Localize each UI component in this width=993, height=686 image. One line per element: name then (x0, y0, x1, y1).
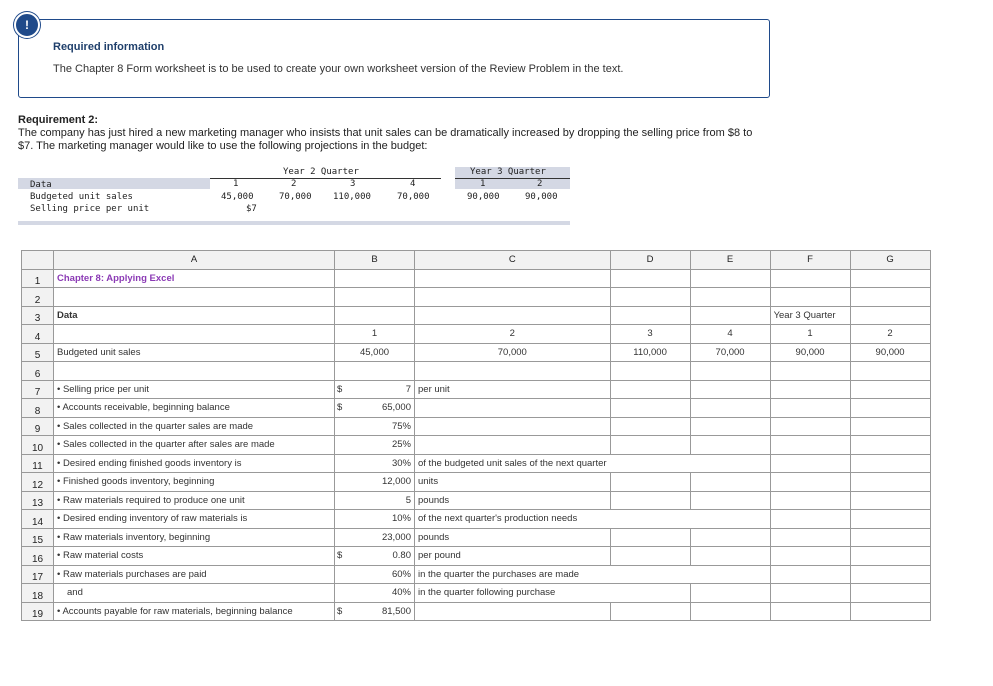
sales-q4: 70,000 (397, 192, 430, 202)
row-header[interactable]: 7 (22, 380, 54, 399)
cell[interactable] (415, 306, 611, 325)
price-label: Selling price per unit (30, 204, 150, 214)
quarter-cell[interactable]: 4 (690, 325, 770, 344)
sales-label: Budgeted unit sales (30, 192, 133, 202)
item-note-cell[interactable]: of the next quarter's production needs (415, 510, 611, 529)
cell[interactable] (690, 602, 770, 621)
row-header[interactable]: 3 (22, 306, 54, 325)
col-header-f[interactable]: F (770, 251, 850, 270)
cell[interactable] (770, 584, 850, 603)
cell[interactable] (770, 288, 850, 307)
row-header[interactable]: 10 (22, 436, 54, 455)
cell[interactable] (770, 473, 850, 492)
row-header[interactable]: 18 (22, 584, 54, 603)
row-header[interactable]: 17 (22, 565, 54, 584)
row-header[interactable]: 8 (22, 399, 54, 418)
cell[interactable] (690, 288, 770, 307)
item-value-cell[interactable] (335, 602, 415, 621)
item-label-cell[interactable]: • Finished goods inventory, beginning (54, 473, 335, 492)
dollar-sign: $ (337, 383, 343, 395)
cell[interactable] (610, 473, 690, 492)
cell[interactable] (54, 325, 335, 344)
row-header[interactable]: 2 (22, 288, 54, 307)
quarter-cell[interactable]: 2 (850, 325, 930, 344)
row-header[interactable]: 1 (22, 269, 54, 288)
cell[interactable] (335, 362, 415, 381)
cell[interactable] (610, 510, 690, 529)
cell[interactable] (415, 362, 611, 381)
item-note-cell[interactable]: pounds (415, 528, 611, 547)
cell[interactable] (850, 399, 930, 418)
item-note-cell[interactable]: per pound (415, 547, 611, 566)
projection-data-panel (18, 167, 570, 225)
row-header[interactable]: 15 (22, 528, 54, 547)
item-note-cell[interactable]: in the quarter the purchases are made (415, 565, 611, 584)
item-label-cell[interactable]: • Accounts payable for raw materials, beginning balance (54, 602, 335, 621)
cell[interactable] (335, 269, 415, 288)
sales-q3: 110,000 (333, 192, 371, 202)
quarter-y3-1: 1 (480, 179, 486, 189)
cell[interactable] (850, 454, 930, 473)
col-header-c[interactable]: C (415, 251, 611, 270)
cell[interactable] (690, 362, 770, 381)
alert-icon: ! (14, 12, 40, 38)
item-label-cell[interactable]: • Raw material costs (54, 547, 335, 566)
cell[interactable] (690, 473, 770, 492)
item-label-cell[interactable]: • Sales collected in the quarter sales are made (54, 417, 335, 436)
budgeted-sales-cell[interactable]: 90,000 (770, 343, 850, 362)
col-header-e[interactable]: E (690, 251, 770, 270)
row-header[interactable]: 13 (22, 491, 54, 510)
quarter-1: 1 (233, 179, 239, 189)
item-value-cell[interactable] (335, 399, 415, 418)
info-title: Required information (53, 41, 165, 53)
item-value-cell[interactable]: 5 (335, 491, 415, 510)
cell[interactable] (850, 436, 930, 455)
cell[interactable] (610, 602, 690, 621)
dollar-sign: $ (337, 605, 343, 617)
budgeted-sales-cell[interactable]: 45,000 (335, 343, 415, 362)
sales-q1: 45,000 (221, 192, 254, 202)
cell[interactable] (415, 399, 611, 418)
data-label-cell[interactable]: Data (54, 306, 335, 325)
item-value-cell[interactable]: 12,000 (335, 473, 415, 492)
item-label-cell[interactable]: • Desired ending inventory of raw materials is (54, 510, 335, 529)
item-value-cell[interactable]: 75% (335, 417, 415, 436)
item-label-cell[interactable]: • Desired ending finished goods inventory is (54, 454, 335, 473)
item-label-cell[interactable]: • Raw materials inventory, beginning (54, 528, 335, 547)
cell[interactable] (850, 380, 930, 399)
cell[interactable] (610, 491, 690, 510)
row-header[interactable]: 19 (22, 602, 54, 621)
cell[interactable] (610, 417, 690, 436)
item-value-cell[interactable] (335, 547, 415, 566)
item-note-cell[interactable]: of the budgeted unit sales of the next quarter (415, 454, 611, 473)
item-value-cell[interactable] (335, 380, 415, 399)
cell[interactable] (415, 288, 611, 307)
row-header[interactable]: 9 (22, 417, 54, 436)
quarter-3: 3 (350, 179, 356, 189)
row-header[interactable]: 11 (22, 454, 54, 473)
cell[interactable] (770, 528, 850, 547)
quarter-y3-2: 2 (537, 179, 543, 189)
row-header[interactable]: 12 (22, 473, 54, 492)
item-note-cell[interactable]: pounds (415, 491, 611, 510)
item-value: 0.80 (392, 550, 411, 562)
item-value: 65,000 (381, 402, 411, 414)
item-note-cell[interactable]: in the quarter following purchase (415, 584, 611, 603)
item-value-cell[interactable]: 25% (335, 436, 415, 455)
cell[interactable] (690, 454, 770, 473)
cell[interactable] (610, 436, 690, 455)
item-label-cell[interactable]: • Selling price per unit (54, 380, 335, 399)
item-label-cell[interactable]: • Sales collected in the quarter after sales are made (54, 436, 335, 455)
cell[interactable] (690, 510, 770, 529)
sales-q2: 70,000 (279, 192, 312, 202)
cell[interactable] (770, 362, 850, 381)
cell[interactable] (770, 399, 850, 418)
quarter-2: 2 (291, 179, 297, 189)
cell[interactable] (850, 362, 930, 381)
item-label-cell[interactable]: • Raw materials purchases are paid (54, 565, 335, 584)
cell[interactable] (54, 288, 335, 307)
budgeted-sales-cell[interactable]: 110,000 (610, 343, 690, 362)
info-text: The Chapter 8 Form worksheet is to be used to create your own worksheet version of the Review Problem in the text. (53, 63, 624, 75)
row-header[interactable]: 16 (22, 547, 54, 566)
quarter-4: 4 (410, 179, 416, 189)
item-value-cell[interactable]: 10% (335, 510, 415, 529)
cell[interactable] (850, 602, 930, 621)
cell[interactable] (690, 491, 770, 510)
item-value-cell[interactable]: 60% (335, 565, 415, 584)
corner-cell[interactable] (22, 251, 54, 270)
cell[interactable] (850, 547, 930, 566)
cell[interactable] (770, 510, 850, 529)
cell[interactable] (610, 399, 690, 418)
required-info-box (18, 19, 770, 98)
budgeted-sales-cell[interactable]: 70,000 (415, 343, 611, 362)
cell[interactable] (335, 306, 415, 325)
cell[interactable] (690, 269, 770, 288)
cell[interactable] (610, 362, 690, 381)
cell[interactable] (770, 454, 850, 473)
cell[interactable] (690, 380, 770, 399)
cell[interactable] (54, 362, 335, 381)
budgeted-sales-label[interactable]: Budgeted unit sales (54, 343, 335, 362)
cell[interactable] (850, 269, 930, 288)
cell[interactable] (690, 547, 770, 566)
cell[interactable] (415, 436, 611, 455)
sales-y3-q2: 90,000 (525, 192, 558, 202)
cell[interactable] (610, 380, 690, 399)
sheet-title-cell[interactable]: Chapter 8: Applying Excel (54, 269, 335, 288)
cell[interactable] (690, 528, 770, 547)
cell[interactable] (335, 288, 415, 307)
cell[interactable] (610, 454, 690, 473)
cell[interactable] (610, 269, 690, 288)
cell[interactable] (415, 417, 611, 436)
item-note-cell[interactable]: units (415, 473, 611, 492)
cell[interactable] (690, 306, 770, 325)
cell[interactable] (850, 584, 930, 603)
cell[interactable] (415, 602, 611, 621)
cell[interactable] (770, 547, 850, 566)
item-value: 81,500 (381, 605, 411, 617)
cell[interactable] (610, 306, 690, 325)
cell[interactable] (690, 417, 770, 436)
item-value-cell[interactable]: 40% (335, 584, 415, 603)
spreadsheet (21, 250, 931, 621)
budgeted-sales-cell[interactable]: 70,000 (690, 343, 770, 362)
quarter-cell[interactable]: 1 (335, 325, 415, 344)
cell[interactable] (770, 380, 850, 399)
data-label: Data (30, 180, 52, 190)
year3-quarter-cell[interactable]: Year 3 Quarter (770, 306, 850, 325)
cell[interactable] (690, 399, 770, 418)
year2-header: Year 2 Quarter (283, 167, 359, 177)
item-label-cell[interactable]: • Accounts receivable, beginning balance (54, 399, 335, 418)
cell[interactable] (610, 565, 690, 584)
cell[interactable] (770, 417, 850, 436)
cell[interactable] (850, 288, 930, 307)
row-header[interactable]: 14 (22, 510, 54, 529)
col-header-d[interactable]: D (610, 251, 690, 270)
quarter-cell[interactable]: 2 (415, 325, 611, 344)
cell[interactable] (850, 417, 930, 436)
row-header[interactable]: 6 (22, 362, 54, 381)
cell[interactable] (770, 269, 850, 288)
cell[interactable] (850, 565, 930, 584)
row-header[interactable]: 5 (22, 343, 54, 362)
cell[interactable] (690, 436, 770, 455)
row-header[interactable]: 4 (22, 325, 54, 344)
sales-y3-q1: 90,000 (467, 192, 500, 202)
cell[interactable] (850, 510, 930, 529)
item-value: 7 (405, 383, 411, 395)
col-header-b[interactable]: B (335, 251, 415, 270)
cell[interactable] (415, 269, 611, 288)
dollar-sign: $ (337, 550, 343, 562)
cell[interactable] (850, 528, 930, 547)
cell[interactable] (610, 547, 690, 566)
requirement-title: Requirement 2: (18, 114, 99, 126)
item-value-cell[interactable]: 30% (335, 454, 415, 473)
cell[interactable] (690, 584, 770, 603)
item-label-cell[interactable]: • Raw materials required to produce one unit (54, 491, 335, 510)
cell[interactable] (770, 491, 850, 510)
cell[interactable] (770, 602, 850, 621)
dollar-sign: $ (337, 402, 343, 414)
item-value-cell[interactable]: 23,000 (335, 528, 415, 547)
item-note-cell[interactable]: per unit (415, 380, 611, 399)
cell[interactable] (850, 306, 930, 325)
quarter-cell[interactable]: 3 (610, 325, 690, 344)
cell[interactable] (770, 436, 850, 455)
requirement-text: The company has just hired a new marketing manager who insists that unit sales can be dramatically increased by dropping the selling price from $8 to $7. The marketing manager would like to use the following projections in the budget: (18, 127, 753, 152)
col-header-a[interactable]: A (54, 251, 335, 270)
col-header-g[interactable]: G (850, 251, 930, 270)
quarter-cell[interactable]: 1 (770, 325, 850, 344)
cell[interactable] (610, 528, 690, 547)
year3-header: Year 3 Quarter (470, 167, 546, 177)
cell[interactable] (770, 565, 850, 584)
item-label-cell[interactable]: and (54, 584, 335, 603)
budgeted-sales-cell[interactable]: 90,000 (850, 343, 930, 362)
cell[interactable] (850, 491, 930, 510)
cell[interactable] (690, 565, 770, 584)
cell[interactable] (610, 288, 690, 307)
price-value: $7 (246, 204, 257, 214)
cell[interactable] (850, 473, 930, 492)
cell[interactable] (610, 584, 690, 603)
